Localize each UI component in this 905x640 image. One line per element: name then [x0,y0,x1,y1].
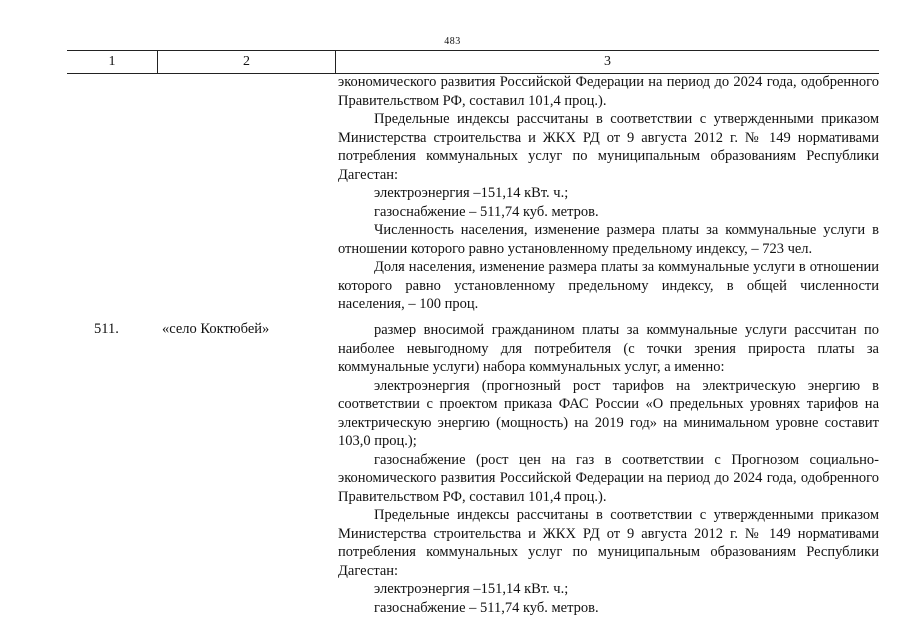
entry-description [338,321,879,617]
paragraph: Численность населения, изменение размера платы за коммунальные услуги в отношении которого равно установленному предельному индексу, – 723 чел. [338,222,879,257]
paragraph: Доля населения, изменение размера платы за коммунальные услуги в отношении которого равно установленному предельному индексу, в общей численности населения, – 100 проц. [338,259,879,312]
page-number: 483 [444,36,461,47]
paragraph: Предельные индексы рассчитаны в соответствии с утвержденными приказом Министерства строительства и ЖКХ РД от 9 августа 2012 г. № 149 нормативами потребления коммунальных услуг по муниципальным образованиям Республики Дагестан: [338,507,879,579]
paragraph: газоснабжение – 511,74 куб. метров. [374,599,599,616]
paragraph: размер вносимой гражданином платы за коммунальные услуги рассчитан по наиболее невыгодному для потребителя (с точки зрения прироста платы за коммунальные услуги) набора коммунальных услуг, а именно: [338,322,879,375]
entry-number: 511. [94,321,119,337]
column-header-2: 2 [158,51,336,73]
paragraph: Предельные индексы рассчитаны в соответствии с утвержденными приказом Министерства строительства и ЖКХ РД от 9 августа 2012 г. № 149 нормативами потребления коммунальных услуг по муниципальным образованиям Республики Дагестан: [338,111,879,183]
paragraph: газоснабжение (рост цен на газ в соответствии с Прогнозом социально-экономического развития Российской Федерации на период до 2024 года, одобренного Правительством РФ, составил 101,4 проц.). [338,451,879,505]
entry-name: «село Коктюбей» [162,321,270,337]
paragraph: экономического развития Российской Федерации на период до 2024 года, одобренного Правительством РФ, составил 101,4 проц.). [338,74,879,109]
paragraph: газоснабжение – 511,74 куб. метров. [374,203,599,220]
table-header-row [67,50,879,74]
column-header-3: 3 [604,54,611,69]
paragraph: электроэнергия –151,14 кВт. ч.; [374,185,569,201]
paragraph: электроэнергия –151,14 кВт. ч.; [374,581,569,597]
entry-description [338,73,879,314]
column-header-1: 1 [67,51,158,73]
paragraph: электроэнергия (прогнозный рост тарифов на электрическую энергию в соответствии с проектом приказа ФАС России «О предельных уровнях тарифов на электрическую энергию (мощность) на 2019 год» на минимальном уровне составит 103,0 проц.); [338,377,879,449]
